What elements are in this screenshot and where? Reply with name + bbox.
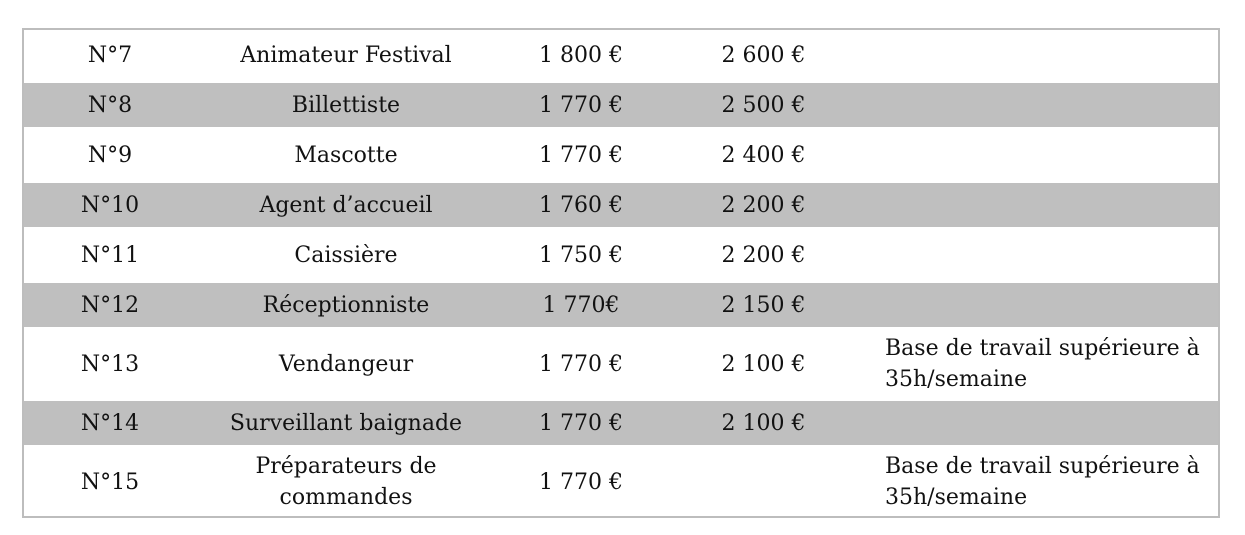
- offer-number-cell: N°11: [24, 230, 196, 280]
- max-salary-cell: 2 400 €: [666, 130, 861, 180]
- table-row: [24, 398, 1218, 448]
- offer-number-cell: N°12: [24, 280, 196, 330]
- note-cell: [861, 230, 1218, 280]
- min-salary-cell: 1 770 €: [496, 330, 666, 398]
- table-row: [24, 180, 1218, 230]
- table-row: [24, 280, 1218, 330]
- max-salary-cell: 2 600 €: [666, 30, 861, 80]
- note-cell: [861, 180, 1218, 230]
- offer-number-cell: N°8: [24, 80, 196, 130]
- offer-number-cell: N°7: [24, 30, 196, 80]
- note-cell: [861, 130, 1218, 180]
- job-title-cell: Vendangeur: [196, 330, 496, 398]
- max-salary-cell: 2 100 €: [666, 398, 861, 448]
- max-salary-cell: 2 500 €: [666, 80, 861, 130]
- min-salary-cell: 1 770€: [496, 280, 666, 330]
- table-row: [24, 80, 1218, 130]
- max-salary-cell: 2 200 €: [666, 230, 861, 280]
- job-title-cell: Surveillant baignade: [196, 398, 496, 448]
- max-salary-cell: 2 150 €: [666, 280, 861, 330]
- job-title-cell: Agent d’accueil: [196, 180, 496, 230]
- offer-number-cell: N°9: [24, 130, 196, 180]
- offer-number-cell: N°13: [24, 330, 196, 398]
- job-title-cell: Préparateurs de commandes: [196, 448, 496, 516]
- note-cell: [861, 398, 1218, 448]
- note-cell: Base de travail supérieure à 35h/semaine: [861, 448, 1218, 516]
- offer-number-cell: N°14: [24, 398, 196, 448]
- note-cell: Base de travail supérieure à 35h/semaine: [861, 330, 1218, 398]
- max-salary-cell: 2 100 €: [666, 330, 861, 398]
- job-title-cell: Billettiste: [196, 80, 496, 130]
- min-salary-cell: 1 770 €: [496, 398, 666, 448]
- min-salary-cell: 1 760 €: [496, 180, 666, 230]
- job-title-cell: Animateur Festival: [196, 30, 496, 80]
- note-cell: [861, 30, 1218, 80]
- min-salary-cell: 1 770 €: [496, 130, 666, 180]
- min-salary-cell: 1 800 €: [496, 30, 666, 80]
- job-title-cell: Caissière: [196, 230, 496, 280]
- min-salary-cell: 1 770 €: [496, 448, 666, 516]
- job-title-cell: Réceptionniste: [196, 280, 496, 330]
- note-cell: [861, 280, 1218, 330]
- job-title-cell: Mascotte: [196, 130, 496, 180]
- max-salary-cell: [666, 448, 861, 516]
- salary-table-grid: [24, 30, 1218, 516]
- table-row: [24, 130, 1218, 180]
- offer-number-cell: N°15: [24, 448, 196, 516]
- max-salary-cell: 2 200 €: [666, 180, 861, 230]
- min-salary-cell: 1 750 €: [496, 230, 666, 280]
- min-salary-cell: 1 770 €: [496, 80, 666, 130]
- table-row: [24, 330, 1218, 398]
- offer-number-cell: N°10: [24, 180, 196, 230]
- note-cell: [861, 80, 1218, 130]
- table-row: [24, 448, 1218, 516]
- salary-table: [22, 28, 1220, 518]
- table-row: [24, 30, 1218, 80]
- table-row: [24, 230, 1218, 280]
